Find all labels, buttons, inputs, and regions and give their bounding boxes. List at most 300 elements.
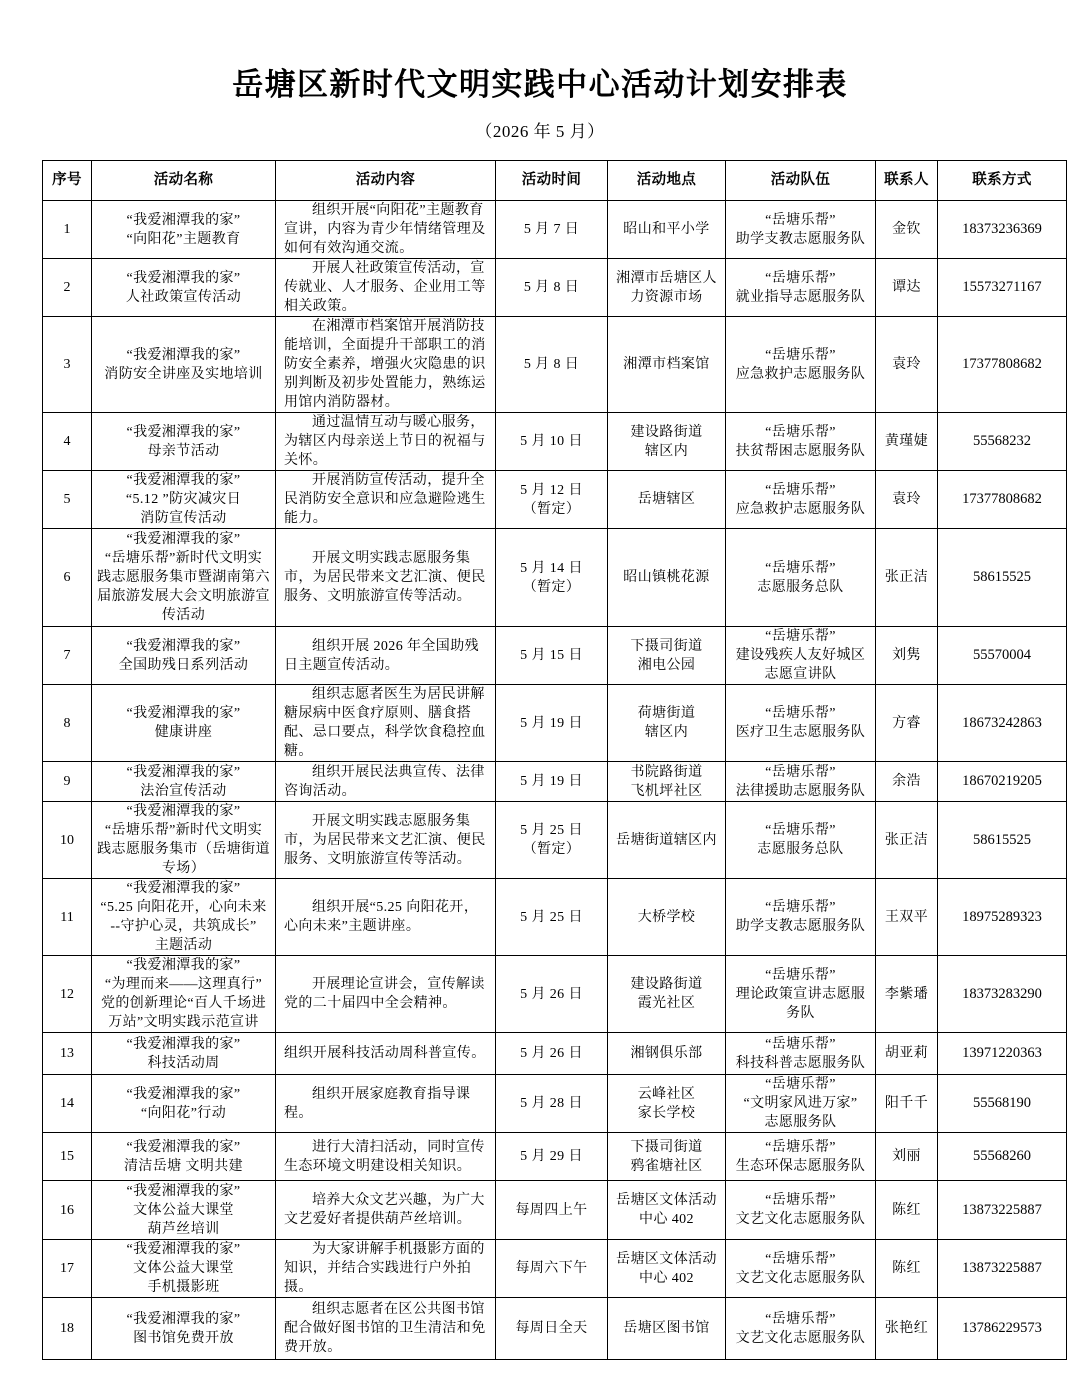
table-row	[43, 201, 1067, 259]
place-line: 岳塘街道辖区内	[616, 832, 717, 848]
place-line: 下摄司街道	[630, 1139, 703, 1155]
cell-no: 6	[43, 529, 92, 627]
name-line: “向阳花”主题教育	[126, 231, 241, 247]
team-line: “文明家风进万家”	[743, 1096, 858, 1111]
time-line: （暂定）	[522, 842, 581, 857]
cell-name	[92, 685, 276, 762]
time-line: 5 月 10 日	[520, 434, 583, 449]
cell-phone: 15573271167	[938, 259, 1067, 317]
cell-phone: 18670219205	[938, 762, 1067, 802]
cell-phone: 17377808682	[938, 471, 1067, 529]
cell-contact: 刘丽	[876, 1133, 938, 1181]
team-line: “岳塘乐帮”	[765, 1077, 836, 1092]
team-line: “岳塘乐帮”	[765, 900, 836, 915]
cell-phone: 55568232	[938, 413, 1067, 471]
cell-contact: 陈红	[876, 1181, 938, 1240]
name-line: “我爱湘潭我的家”	[126, 1183, 241, 1199]
place-line: 云峰社区	[637, 1086, 696, 1102]
time-line: 5 月 8 日	[523, 280, 580, 295]
name-line: “5.25 向阳花开，心向未来	[100, 900, 267, 915]
table-row	[43, 762, 1067, 802]
cell-place	[608, 1298, 726, 1360]
cell-name	[92, 956, 276, 1033]
team-line: “岳塘乐帮”	[765, 706, 836, 721]
name-line: “我爱湘潭我的家”	[126, 212, 241, 228]
cell-name	[92, 471, 276, 529]
team-line: 扶贫帮困志愿服务队	[735, 443, 866, 459]
cell-contact: 王双平	[876, 879, 938, 956]
name-line: 践志愿服务集市（岳塘街道	[97, 842, 270, 857]
table-row	[43, 1240, 1067, 1298]
time-line: 每周日全天	[515, 1321, 588, 1336]
cell-team	[726, 685, 876, 762]
cell-name	[92, 1240, 276, 1298]
table-row	[43, 1075, 1067, 1133]
team-line: 建设残疾人友好城区	[735, 648, 866, 663]
cell-time	[496, 1033, 608, 1075]
time-line: 5 月 26 日	[520, 986, 583, 1002]
cell-no: 8	[43, 685, 92, 762]
team-line: 医疗卫生志愿服务队	[735, 725, 866, 740]
table-row	[43, 529, 1067, 627]
cell-time	[496, 1298, 608, 1360]
team-line: 助学支教志愿服务队	[735, 919, 866, 934]
name-line: 科技活动周	[147, 1055, 220, 1071]
cell-time	[496, 956, 608, 1033]
header-place: 活动地点	[608, 161, 726, 201]
team-line: “岳塘乐帮”	[765, 823, 836, 838]
header-team: 活动队伍	[726, 161, 876, 201]
name-line: “我爱湘潭我的家”	[126, 706, 241, 721]
place-line: 岳塘区文体活动	[616, 1251, 717, 1267]
name-line: 主题活动	[154, 938, 213, 953]
table-row	[43, 1033, 1067, 1075]
name-line: 全国助残日系列活动	[118, 657, 249, 673]
cell-team	[726, 1033, 876, 1075]
name-line: 健康讲座	[154, 725, 213, 740]
team-line: 应急救护志愿服务队	[735, 366, 866, 382]
name-line: “我爱湘潭我的家”	[126, 1311, 241, 1327]
name-line: 消防安全讲座及实地培训	[104, 366, 263, 382]
cell-phone: 13873225887	[938, 1240, 1067, 1298]
cell-name	[92, 1075, 276, 1133]
team-line: “岳塘乐帮”	[765, 1036, 836, 1052]
team-line: 文艺文化志愿服务队	[735, 1330, 866, 1346]
name-line: “我爱湘潭我的家”	[126, 270, 241, 286]
cell-content: 开展文明实践志愿服务集市，为居民带来文艺汇演、便民服务、文明旅游宣传等活动。	[276, 802, 496, 879]
table-row	[43, 1181, 1067, 1240]
name-line: “向阳花”行动	[140, 1105, 227, 1121]
table-row	[43, 259, 1067, 317]
time-line: （暂定）	[522, 501, 581, 517]
cell-place	[608, 1240, 726, 1298]
cell-phone: 55570004	[938, 627, 1067, 685]
cell-place	[608, 317, 726, 413]
team-line: “岳塘乐帮”	[765, 270, 836, 286]
team-line: “岳塘乐帮”	[765, 212, 836, 228]
cell-contact: 金钦	[876, 201, 938, 259]
cell-no: 14	[43, 1075, 92, 1133]
table-row	[43, 956, 1067, 1033]
name-line: 消防宣传活动	[140, 511, 227, 526]
team-line: 志愿服务总队	[757, 579, 844, 595]
cell-team	[726, 1075, 876, 1133]
place-line: 昭山镇桃花源	[623, 570, 710, 585]
table-header	[43, 161, 1067, 201]
name-line: “5.12 ”防灾减灾日	[125, 492, 242, 507]
table-row	[43, 413, 1067, 471]
cell-name	[92, 1181, 276, 1240]
cell-no: 7	[43, 627, 92, 685]
cell-place	[608, 802, 726, 879]
cell-place	[608, 956, 726, 1033]
cell-name	[92, 1133, 276, 1181]
cell-place	[608, 413, 726, 471]
cell-place	[608, 762, 726, 802]
cell-name	[92, 1033, 276, 1075]
name-line: “我爱湘潭我的家”	[126, 1086, 241, 1102]
cell-content: 为大家讲解手机摄影方面的知识，并结合实践进行户外拍摄。	[276, 1240, 496, 1298]
place-line: 霞光社区	[637, 996, 696, 1011]
time-line: 5 月 25 日	[520, 909, 583, 925]
cell-place	[608, 259, 726, 317]
cell-time	[496, 762, 608, 802]
cell-contact: 张正洁	[876, 802, 938, 879]
place-line: 鸦雀塘社区	[630, 1158, 703, 1174]
cell-no: 11	[43, 879, 92, 956]
header-time: 活动时间	[496, 161, 608, 201]
name-line: 葫芦丝培训	[147, 1221, 220, 1237]
header-phone: 联系方式	[938, 161, 1067, 201]
cell-content: 组织开展 2026 年全国助残日主题宣传活动。	[276, 627, 496, 685]
time-line: （暂定）	[522, 579, 581, 595]
place-line: 辖区内	[644, 443, 689, 459]
cell-name	[92, 879, 276, 956]
place-line: 湘钢俱乐部	[630, 1046, 703, 1061]
time-line: 5 月 28 日	[520, 1096, 583, 1111]
team-line: 就业指导志愿服务队	[735, 289, 866, 305]
cell-no: 12	[43, 956, 92, 1033]
place-line: 中心 402	[639, 1212, 694, 1227]
cell-time	[496, 259, 608, 317]
cell-no: 17	[43, 1240, 92, 1298]
time-line: 5 月 12 日	[520, 482, 583, 498]
cell-content: 开展消防宣传活动，提升全民消防安全意识和应急避险逃生能力。	[276, 471, 496, 529]
cell-place	[608, 201, 726, 259]
cell-contact: 袁玲	[876, 471, 938, 529]
name-line: 文体公益大课堂	[133, 1202, 234, 1218]
name-line: 法治宣传活动	[140, 783, 227, 799]
name-line: “我爱湘潭我的家”	[126, 347, 241, 363]
team-line: “岳塘乐帮”	[765, 629, 836, 644]
name-line: “我爱湘潭我的家”	[126, 424, 241, 440]
cell-no: 2	[43, 259, 92, 317]
time-line: 5 月 15 日	[520, 648, 583, 663]
team-line: 文艺文化志愿服务队	[735, 1270, 866, 1286]
cell-content: 开展人社政策宣传活动，宣传就业、人才服务、企业用工等相关政策。	[276, 259, 496, 317]
cell-content: 培养大众文艺兴趣，为广大文艺爱好者提供葫芦丝培训。	[276, 1181, 496, 1240]
place-line: 湘潭市档案馆	[623, 357, 710, 372]
cell-team	[726, 762, 876, 802]
cell-name	[92, 259, 276, 317]
place-line: 昭山和平小学	[623, 222, 710, 237]
team-line: “岳塘乐帮”	[765, 1251, 836, 1267]
cell-name	[92, 413, 276, 471]
cell-team	[726, 201, 876, 259]
table-row	[43, 471, 1067, 529]
name-line: “我爱湘潭我的家”	[126, 1036, 241, 1052]
cell-no: 1	[43, 201, 92, 259]
place-line: 书院路街道	[630, 764, 703, 780]
name-line: 党的创新理论“百人千场进	[100, 996, 266, 1011]
cell-no: 13	[43, 1033, 92, 1075]
cell-time	[496, 529, 608, 627]
team-line: “岳塘乐帮”	[765, 1139, 836, 1155]
team-line: “岳塘乐帮”	[765, 1311, 836, 1327]
cell-time	[496, 879, 608, 956]
team-line: 志愿宣讲队	[764, 667, 837, 682]
document-title: 岳塘区新时代文明实践中心活动计划安排表	[232, 67, 848, 102]
cell-name	[92, 627, 276, 685]
cell-team	[726, 413, 876, 471]
place-line: 湘电公园	[637, 657, 696, 673]
team-line: 法律援助志愿服务队	[735, 783, 866, 799]
team-line: 志愿服务总队	[757, 842, 844, 857]
cell-contact: 余浩	[876, 762, 938, 802]
cell-contact: 李紫璠	[876, 956, 938, 1033]
cell-time	[496, 627, 608, 685]
cell-content: 在湘潭市档案馆开展消防技能培训，全面提升干部职工的消防安全素养，增强火灾隐患的识别判断及初步处置能力，熟练运用馆内消防器材。	[276, 317, 496, 413]
cell-content: 组织志愿者在区公共图书馆配合做好图书馆的卫生清洁和免费开放。	[276, 1298, 496, 1360]
name-line: 文体公益大课堂	[133, 1261, 234, 1276]
cell-contact: 阳千千	[876, 1075, 938, 1133]
name-line: “我爱湘潭我的家”	[126, 881, 241, 896]
name-line: “我爱湘潭我的家”	[126, 764, 241, 780]
table-row	[43, 879, 1067, 956]
place-line: 建设路街道	[630, 977, 703, 992]
team-line: “岳塘乐帮”	[765, 967, 836, 983]
place-line: 家长学校	[637, 1105, 696, 1121]
name-line: 届旅游发展大会文明旅游宣	[97, 589, 270, 604]
cell-phone: 58615525	[938, 802, 1067, 879]
cell-team	[726, 1240, 876, 1298]
cell-time	[496, 685, 608, 762]
place-line: 荷塘街道	[637, 706, 696, 721]
name-line: “我爱湘潭我的家”	[126, 638, 241, 654]
cell-place	[608, 529, 726, 627]
cell-phone: 55568260	[938, 1133, 1067, 1181]
name-line: “我爱湘潭我的家”	[126, 1139, 241, 1155]
cell-phone: 18673242863	[938, 685, 1067, 762]
team-line: “岳塘乐帮”	[765, 1193, 836, 1208]
name-line: 传活动	[161, 608, 206, 623]
cell-name	[92, 1298, 276, 1360]
cell-team	[726, 879, 876, 956]
cell-team	[726, 317, 876, 413]
time-line: 每周四上午	[515, 1202, 588, 1218]
time-line: 5 月 26 日	[520, 1046, 583, 1061]
header-contact: 联系人	[876, 161, 938, 201]
cell-content: 组织开展“向阳花”主题教育宣讲，内容为青少年情绪管理及如何有效沟通交流。	[276, 201, 496, 259]
cell-no: 10	[43, 802, 92, 879]
cell-team	[726, 802, 876, 879]
team-line: 志愿服务队	[764, 1115, 837, 1130]
cell-time	[496, 1133, 608, 1181]
team-line: 科技科普志愿服务队	[735, 1055, 866, 1071]
place-line: 建设路街道	[630, 424, 703, 440]
name-line: “我爱湘潭我的家”	[126, 804, 241, 819]
cell-place	[608, 627, 726, 685]
cell-time	[496, 1181, 608, 1240]
name-line: “我爱湘潭我的家”	[126, 532, 241, 547]
name-line: “为理而来——这理真行”	[104, 977, 263, 992]
activity-plan-table	[42, 160, 1067, 1360]
cell-place	[608, 471, 726, 529]
cell-phone: 13971220363	[938, 1033, 1067, 1075]
cell-contact: 黄瑾婕	[876, 413, 938, 471]
cell-content: 进行大清扫活动，同时宣传生态环境文明建设相关知识。	[276, 1133, 496, 1181]
place-line: 大桥学校	[637, 909, 696, 925]
time-line: 5 月 19 日	[520, 715, 583, 731]
cell-contact: 胡亚莉	[876, 1033, 938, 1075]
cell-team	[726, 956, 876, 1033]
cell-team	[726, 1181, 876, 1240]
cell-no: 5	[43, 471, 92, 529]
cell-phone: 18373283290	[938, 956, 1067, 1033]
name-line: --守护心灵，共筑成长”	[110, 919, 257, 934]
cell-time	[496, 802, 608, 879]
name-line: “我爱湘潭我的家”	[126, 473, 241, 488]
table-row	[43, 685, 1067, 762]
cell-contact: 谭达	[876, 259, 938, 317]
name-line: 万站”文明实践示范宣讲	[108, 1015, 259, 1030]
cell-no: 15	[43, 1133, 92, 1181]
cell-content: 开展文明实践志愿服务集市，为居民带来文艺汇演、便民服务、文明旅游宣传等活动。	[276, 529, 496, 627]
time-line: 5 月 14 日	[520, 560, 583, 576]
document-subtitle: （2026 年 5 月）	[475, 122, 605, 141]
cell-contact: 张正洁	[876, 529, 938, 627]
cell-phone: 58615525	[938, 529, 1067, 627]
cell-phone: 18975289323	[938, 879, 1067, 956]
cell-place	[608, 1133, 726, 1181]
cell-phone: 17377808682	[938, 317, 1067, 413]
time-line: 5 月 29 日	[520, 1149, 583, 1164]
cell-time	[496, 413, 608, 471]
cell-no: 3	[43, 317, 92, 413]
cell-phone: 13786229573	[938, 1298, 1067, 1360]
name-line: 人社政策宣传活动	[125, 289, 242, 305]
name-line: 手机摄影班	[147, 1280, 220, 1295]
cell-time	[496, 201, 608, 259]
header-row	[43, 161, 1067, 201]
team-line: 应急救护志愿服务队	[735, 501, 866, 517]
cell-team	[726, 1133, 876, 1181]
cell-time	[496, 1075, 608, 1133]
team-line: 理论政策宣讲志愿服	[735, 986, 866, 1002]
name-line: “我爱湘潭我的家”	[126, 958, 241, 973]
cell-contact: 袁玲	[876, 317, 938, 413]
cell-team	[726, 529, 876, 627]
table-row	[43, 1133, 1067, 1181]
header-content: 活动内容	[276, 161, 496, 201]
cell-phone: 13873225887	[938, 1181, 1067, 1240]
cell-contact: 陈红	[876, 1240, 938, 1298]
time-line: 5 月 19 日	[520, 774, 583, 789]
team-line: “岳塘乐帮”	[765, 347, 836, 363]
team-line: 生态环保志愿服务队	[735, 1158, 866, 1174]
place-line: 中心 402	[639, 1270, 694, 1286]
place-line: 岳塘区图书馆	[623, 1321, 710, 1336]
name-line: “我爱湘潭我的家”	[126, 1242, 241, 1257]
time-line: 5 月 8 日	[523, 357, 580, 372]
cell-content: 组织开展“5.25 向阳花开，心向未来”主题讲座。	[276, 879, 496, 956]
table-row	[43, 627, 1067, 685]
team-line: 文艺文化志愿服务队	[735, 1212, 866, 1227]
cell-time	[496, 1240, 608, 1298]
team-line: “岳塘乐帮”	[765, 482, 836, 498]
cell-no: 4	[43, 413, 92, 471]
cell-contact: 张艳红	[876, 1298, 938, 1360]
time-line: 5 月 25 日	[520, 823, 583, 838]
table-row	[43, 802, 1067, 879]
cell-content: 组织开展民法典宣传、法律咨询活动。	[276, 762, 496, 802]
header-no: 序号	[43, 161, 92, 201]
cell-place	[608, 879, 726, 956]
name-line: 践志愿服务集市暨湖南第六	[97, 570, 270, 585]
cell-place	[608, 1075, 726, 1133]
time-line: 5 月 7 日	[523, 222, 580, 237]
place-line: 岳塘辖区	[637, 492, 696, 507]
cell-place	[608, 1033, 726, 1075]
name-line: “岳塘乐帮”新时代文明实	[104, 551, 263, 566]
cell-content: 组织开展家庭教育指导课程。	[276, 1075, 496, 1133]
team-line: “岳塘乐帮”	[765, 424, 836, 440]
cell-no: 9	[43, 762, 92, 802]
table-row	[43, 1298, 1067, 1360]
place-line: 辖区内	[644, 725, 689, 740]
cell-content: 组织开展科技活动周科普宣传。	[276, 1033, 496, 1075]
cell-team	[726, 259, 876, 317]
cell-contact: 方睿	[876, 685, 938, 762]
header-name: 活动名称	[92, 161, 276, 201]
cell-team	[726, 471, 876, 529]
cell-content: 组织志愿者医生为居民讲解糖尿病中医食疗原则、膳食搭配、忌口要点，科学饮食稳控血糖。	[276, 685, 496, 762]
time-line: 每周六下午	[515, 1261, 588, 1276]
team-line: “岳塘乐帮”	[765, 560, 836, 576]
cell-name	[92, 802, 276, 879]
table-body	[43, 201, 1067, 1360]
cell-team	[726, 1298, 876, 1360]
cell-phone: 55568190	[938, 1075, 1067, 1133]
cell-name	[92, 762, 276, 802]
cell-time	[496, 317, 608, 413]
table-row	[43, 317, 1067, 413]
team-line: 助学支教志愿服务队	[735, 231, 866, 247]
cell-no: 18	[43, 1298, 92, 1360]
name-line: “岳塘乐帮”新时代文明实	[104, 823, 263, 838]
cell-contact: 刘隽	[876, 627, 938, 685]
cell-name	[92, 201, 276, 259]
place-line: 下摄司街道	[630, 638, 703, 654]
name-line: 专场）	[161, 861, 206, 876]
cell-name	[92, 317, 276, 413]
place-line: 湘潭市岳塘区人	[616, 270, 717, 286]
place-line: 岳塘区文体活动	[616, 1193, 717, 1208]
cell-content: 开展理论宣讲会，宣传解读党的二十届四中全会精神。	[276, 956, 496, 1033]
cell-no: 16	[43, 1181, 92, 1240]
cell-place	[608, 685, 726, 762]
name-line: 图书馆免费开放	[133, 1330, 234, 1346]
